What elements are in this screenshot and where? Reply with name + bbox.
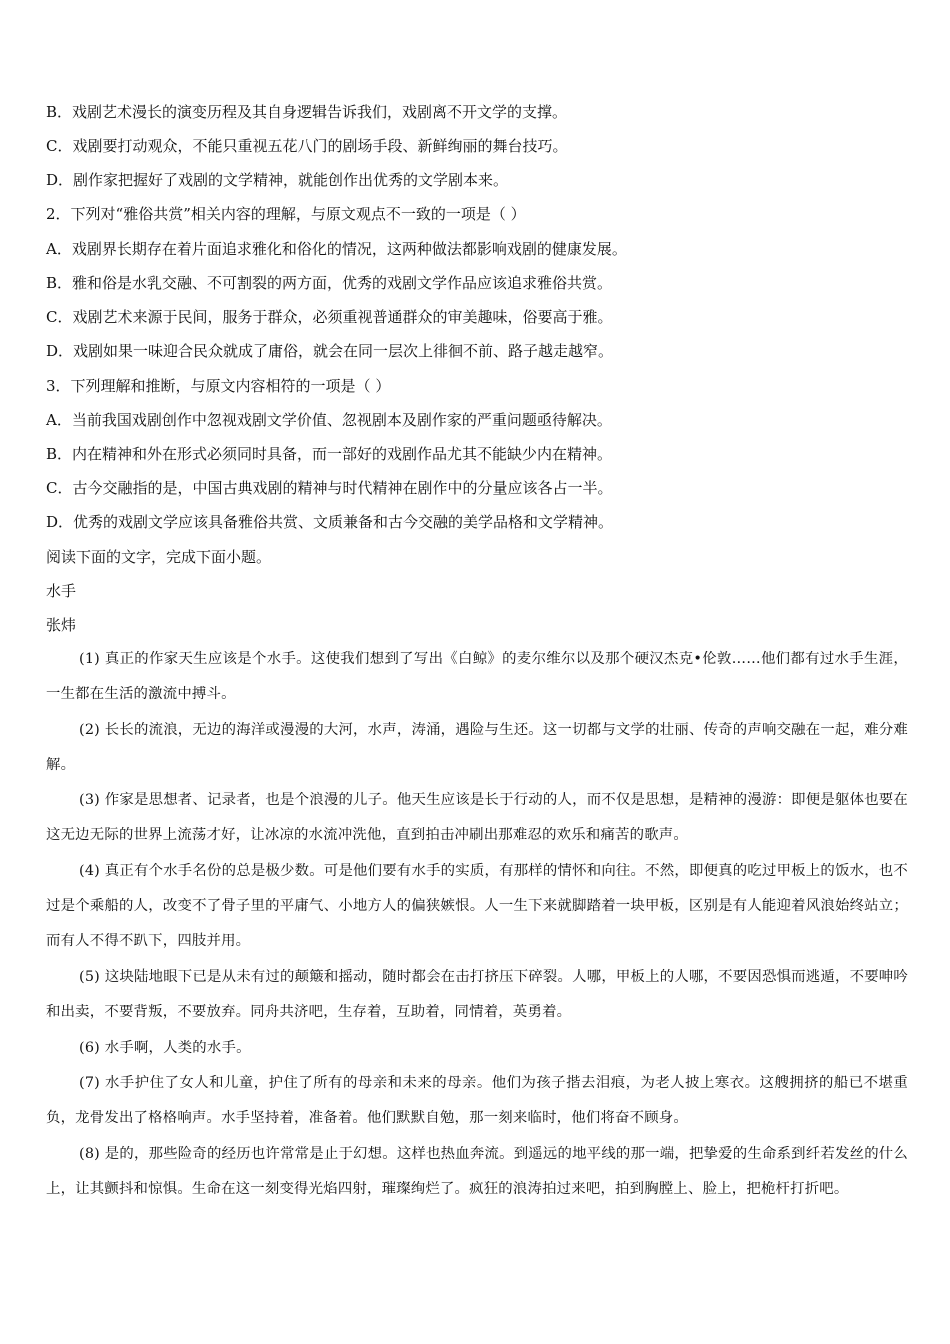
article-paragraph-4: (4) 真正有个水手名份的总是极少数。可是他们要有水手的实质，有那样的情怀和向往。不然，即便真的吃过甲板上的饭水，也不过是个乘船的人，改变不了骨子里的平庸气、小地方人的偏狭嫉恨。人一生下来就脚踏着一块甲板，区别是有人能迎着风浪始终站立；而有人不得不趴下，四肢并用。 [46, 863, 908, 949]
article-paragraph-5: (5) 这块陆地眼下已是从未有过的颠簸和摇动，随时都会在击打挤压下碎裂。人哪，甲板上的人哪，不要因恐惧而逃遁，不要呻吟和出卖，不要背叛，不要放弃。同舟共济吧，生存着，互助着，同情着，英勇着。 [46, 969, 908, 1020]
article-paragraph-1: (1) 真正的作家天生应该是个水手。这使我们想到了写出《白鲸》的麦尔维尔以及那个硬汉杰克•伦敦……他们都有过水手生涯，一生都在生活的激流中搏斗。 [46, 651, 908, 702]
article-paragraph-8: (8) 是的，那些险奇的经历也许常常是止于幻想。这样也热血奔流。到遥远的地平线的那一端，把挚爱的生命系到纤若发丝的什么上，让其颤抖和惊惧。生命在这一刻变得光焰四射，璀璨绚烂了。疯狂的浪涛拍过来吧，拍到胸膛上、脸上，把桅杆打折吧。 [46, 1146, 908, 1197]
q2-option-d: D．戏剧如果一味迎合民众就成了庸俗，就会在同一层次上徘徊不前、路子越走越窄。 [46, 342, 614, 360]
article-paragraph-2: (2) 长长的流浪，无边的海洋或漫漫的大河，水声，涛涌，遇险与生还。这一切都与文学的壮丽、传奇的声响交融在一起，难分难解。 [46, 722, 908, 773]
q3-option-c: C．古今交融指的是，中国古典戏剧的精神与时代精神在剧作中的分量应该各占一半。 [46, 479, 613, 497]
q1-option-d: D．剧作家把握好了戏剧的文学精神，就能创作出优秀的文学剧本来。 [46, 171, 509, 189]
q2-option-b: B．雅和俗是水乳交融、不可割裂的两方面，优秀的戏剧文学作品应该追求雅俗共赏。 [46, 274, 613, 292]
article-paragraph-7: (7) 水手护住了女人和儿童，护住了所有的母亲和未来的母亲。他们为孩子揩去泪痕，为老人披上寒衣。这艘拥挤的船已不堪重负，龙骨发出了格格响声。水手坚持着，准备着。他们默默自勉，那一刻来临时，他们将奋不顾身。 [46, 1075, 908, 1126]
q1-option-c: C．戏剧要打动观众，不能只重视五花八门的剧场手段、新鲜绚丽的舞台技巧。 [46, 137, 568, 155]
q3-stem: 3．下列理解和推断，与原文内容相符的一项是（ ） [46, 377, 391, 395]
q1-option-b: B．戏剧艺术漫长的演变历程及其自身逻辑告诉我们，戏剧离不开文学的支撑。 [46, 103, 568, 121]
q2-stem: 2．下列对“雅俗共赏”相关内容的理解，与原文观点不一致的一项是（ ） [46, 205, 526, 223]
q3-option-b: B．内在精神和外在形式必须同时具备，而一部好的戏剧作品尤其不能缺少内在精神。 [46, 445, 613, 463]
reading-instruction: 阅读下面的文字，完成下面小题。 [46, 548, 272, 566]
q2-option-a: A．戏剧界长期存在着片面追求雅化和俗化的情况，这两种做法都影响戏剧的健康发展。 [46, 240, 627, 258]
q3-option-d: D．优秀的戏剧文学应该具备雅俗共赏、文质兼备和古今交融的美学品格和文学精神。 [46, 513, 614, 531]
q2-option-c: C．戏剧艺术来源于民间，服务于群众，必须重视普通群众的审美趣味，俗要高于雅。 [46, 308, 613, 326]
q3-option-a: A．当前我国戏剧创作中忽视戏剧文学价值、忽视剧本及剧作家的严重问题亟待解决。 [46, 411, 612, 429]
article-author: 张炜 [46, 616, 77, 634]
article-title: 水手 [46, 582, 77, 600]
article-paragraph-6: (6) 水手啊，人类的水手。 [79, 1040, 251, 1056]
article-paragraph-3: (3) 作家是思想者、记录者，也是个浪漫的儿子。他天生应该是长于行动的人，而不仅是思想，是精神的漫游：即便是躯体也要在这无边无际的世界上流荡才好，让冰凉的水流冲洗他，直到拍击冲刷出那难忍的欢乐和痛苦的歌声。 [46, 792, 908, 843]
